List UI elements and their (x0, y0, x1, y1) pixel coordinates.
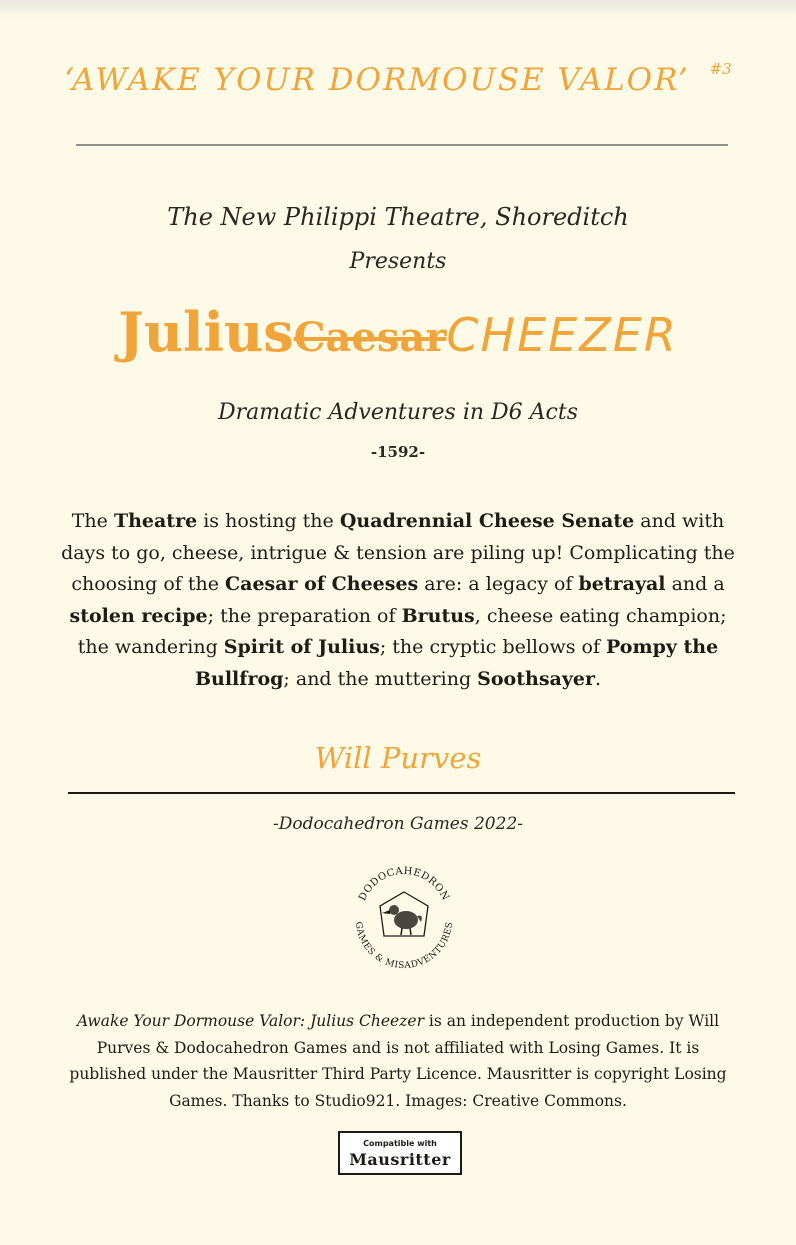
legal-notice (62, 1008, 734, 1114)
logo-top-text: DODOCAHEDRON (357, 865, 451, 903)
title-julius: Julius (118, 300, 294, 364)
series-title (0, 62, 796, 98)
author-divider (68, 792, 735, 794)
publisher-line: -Dodocahedron Games 2022- (272, 814, 524, 834)
blurb-text: and a (665, 573, 725, 595)
blurb-text: . (594, 667, 602, 690)
blurb-text: ; and the muttering (283, 667, 478, 690)
main-title (0, 300, 796, 364)
blurb-bold-term: Pompy the Bullfrog (194, 636, 719, 690)
presents-line: Presents (349, 249, 447, 274)
legal-title: Awake Your Dormouse Valor: Julius Cheezer (76, 1012, 424, 1030)
blurb-bold-term: Quadrennial Cheese Senate (339, 510, 635, 532)
author-name: Will Purves (314, 741, 482, 775)
dodocahedron-logo (346, 858, 462, 978)
title-struck-caesar: Caesar (293, 314, 447, 361)
blurb-text: , cheese eating champion; the wandering (77, 604, 727, 658)
blurb-text: ; the preparation of (207, 604, 402, 627)
badge-logo-text: Mausritter (349, 1150, 451, 1169)
blurb-text: The (71, 510, 114, 532)
subtitle: Dramatic Adventures in D6 Acts (217, 400, 579, 425)
blurb-text: and with days to go, cheese, intrigue & tension are piling up! Complicating the choosing of the (61, 510, 735, 595)
top-shade (0, 0, 796, 18)
blurb-bold-term: Theatre (113, 510, 198, 532)
blurb-bold-term: stolen recipe (69, 604, 208, 627)
blurb-bold-term: Brutus (401, 604, 475, 627)
svg-text:DODOCAHEDRON (357, 866, 451, 903)
issue-number: #3 (709, 60, 732, 78)
blurb-text: ; the cryptic bellows of (379, 636, 607, 658)
series-title-text: ‘AWAKE YOUR DORMOUSE VALOR’ (64, 62, 690, 98)
top-divider (76, 144, 728, 146)
blurb-bold-term: betrayal (578, 573, 666, 595)
mausritter-compatible-badge (338, 1131, 462, 1175)
title-cheezer: CHEEZER (446, 308, 678, 362)
blurb-text: are: a legacy of (418, 573, 579, 595)
blurb-bold-term: Caesar of Cheeses (225, 573, 419, 595)
legal-text: is an independent production by Will Purves & Dodocahedron Games and is not affiliated with Losing Games. It is published under the Mausritter Third Party Licence. Mausritter is copyright Losing Games. Thanks to Studio921. Images: Creative Commons. (69, 1012, 727, 1110)
blurb-paragraph (60, 506, 736, 695)
blurb-bold-term: Spirit of Julius (223, 636, 380, 658)
badge-small-text: Compatible with (363, 1139, 437, 1148)
blurb-bold-term: Soothsayer (477, 667, 595, 690)
year: -1592- (370, 443, 426, 461)
logo-bottom-text: GAMES & MISADVENTURES (352, 921, 456, 972)
dodo-bird-icon (380, 892, 428, 936)
blurb-text: is hosting the (197, 510, 340, 532)
venue-line: The New Philippi Theatre, Shoreditch (167, 203, 629, 231)
